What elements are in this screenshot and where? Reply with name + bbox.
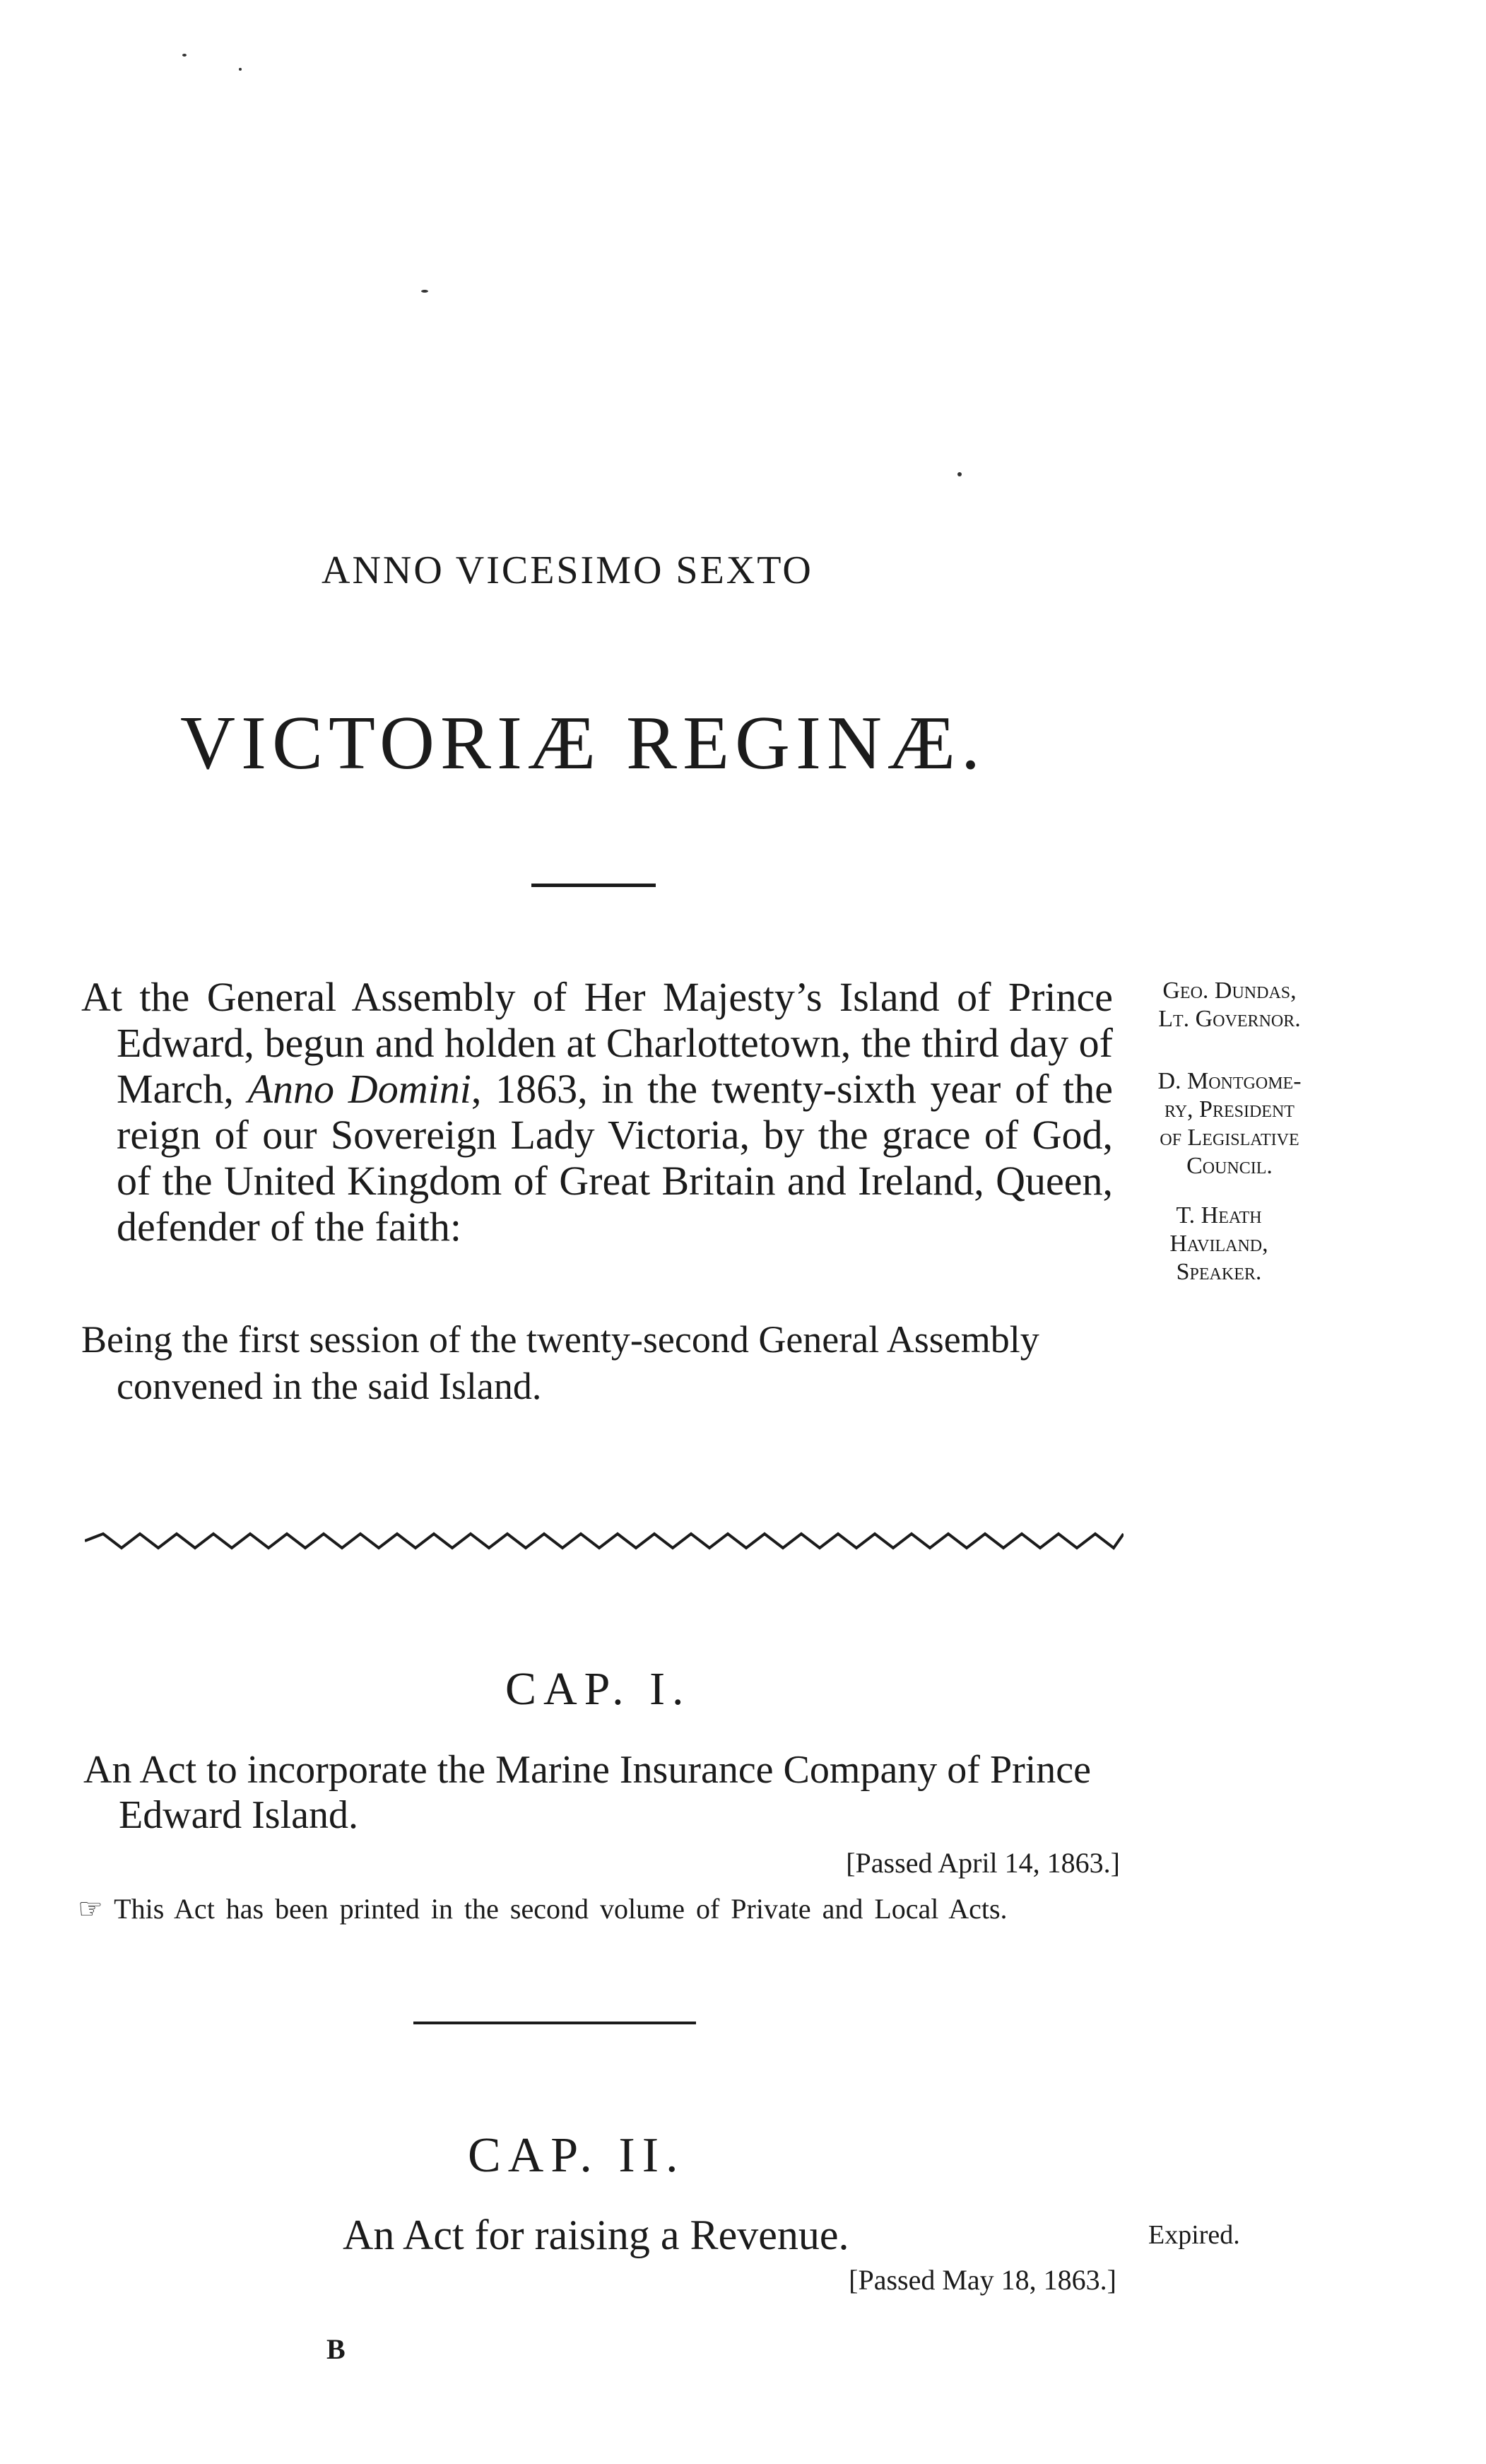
signature-mark: B — [326, 2333, 346, 2365]
margin-note-governor — [1124, 977, 1335, 1033]
margin-line: Speaker. — [1176, 1259, 1262, 1285]
preamble-text-end: , 1863, in the twenty-sixth year of the reign of our Sovereign Lady Victoria, by the grace of God, of the United Kingdom of Great Britain and Ireland, Queen, defender of the faith: — [117, 1066, 1113, 1250]
cap-2-heading: CAP. II. — [468, 2128, 685, 2183]
cap-1-heading: CAP. I. — [505, 1663, 691, 1715]
margin-line: Haviland, — [1169, 1231, 1268, 1257]
assembly-preamble — [81, 974, 1113, 1250]
margin-line: of Legislative — [1160, 1125, 1299, 1151]
pointing-hand-icon: ☞ — [78, 1893, 103, 1925]
preamble-text-start: At the General Assembly of Her Majesty’s Island of Prince Edward, begun and holden at Charlottetown, the third day of March, — [81, 974, 1113, 1112]
cap-2-passed-date: [Passed May 18, 1863.] — [849, 2264, 1116, 2296]
cap-1-passed-date: [Passed April 14, 1863.] — [846, 1847, 1120, 1879]
wavy-divider — [85, 1527, 1124, 1555]
margin-note-president — [1124, 1067, 1335, 1180]
margin-line: Geo. Dundas, — [1162, 978, 1297, 1004]
short-divider — [531, 884, 656, 887]
margin-line: Council. — [1186, 1153, 1273, 1179]
cap-2-status: Expired. — [1148, 2220, 1240, 2250]
margin-line: Lt. Governor. — [1158, 1006, 1301, 1032]
print-speck — [239, 68, 242, 71]
print-speck — [182, 54, 187, 57]
margin-note-speaker — [1131, 1202, 1307, 1286]
page-title: VICTORIÆ REGINÆ. — [180, 701, 986, 785]
regnal-year-heading: ANNO VICESIMO SEXTO — [322, 548, 813, 592]
cap-1-note-text: This Act has been printed in the second volume of Private and Local Acts. — [114, 1893, 1008, 1925]
cap-2-title: An Act for raising a Revenue. — [343, 2212, 849, 2258]
anno-domini-italic: Anno Domini — [247, 1066, 471, 1112]
session-statement: Being the first session of the twenty-second General Assembly convened in the said Island. — [81, 1318, 1039, 1407]
margin-line: D. Montgome- — [1157, 1068, 1302, 1094]
margin-line: ry, President — [1164, 1096, 1295, 1122]
wavy-line — [85, 1534, 1124, 1548]
cap-1-note — [78, 1893, 1131, 1925]
print-speck — [421, 290, 428, 293]
print-speck — [957, 472, 962, 476]
section-divider — [413, 2022, 696, 2024]
margin-line: T. Heath — [1176, 1202, 1262, 1228]
cap-1-title: An Act to incorporate the Marine Insurance Company of Prince Edward Island. — [83, 1748, 1092, 1837]
